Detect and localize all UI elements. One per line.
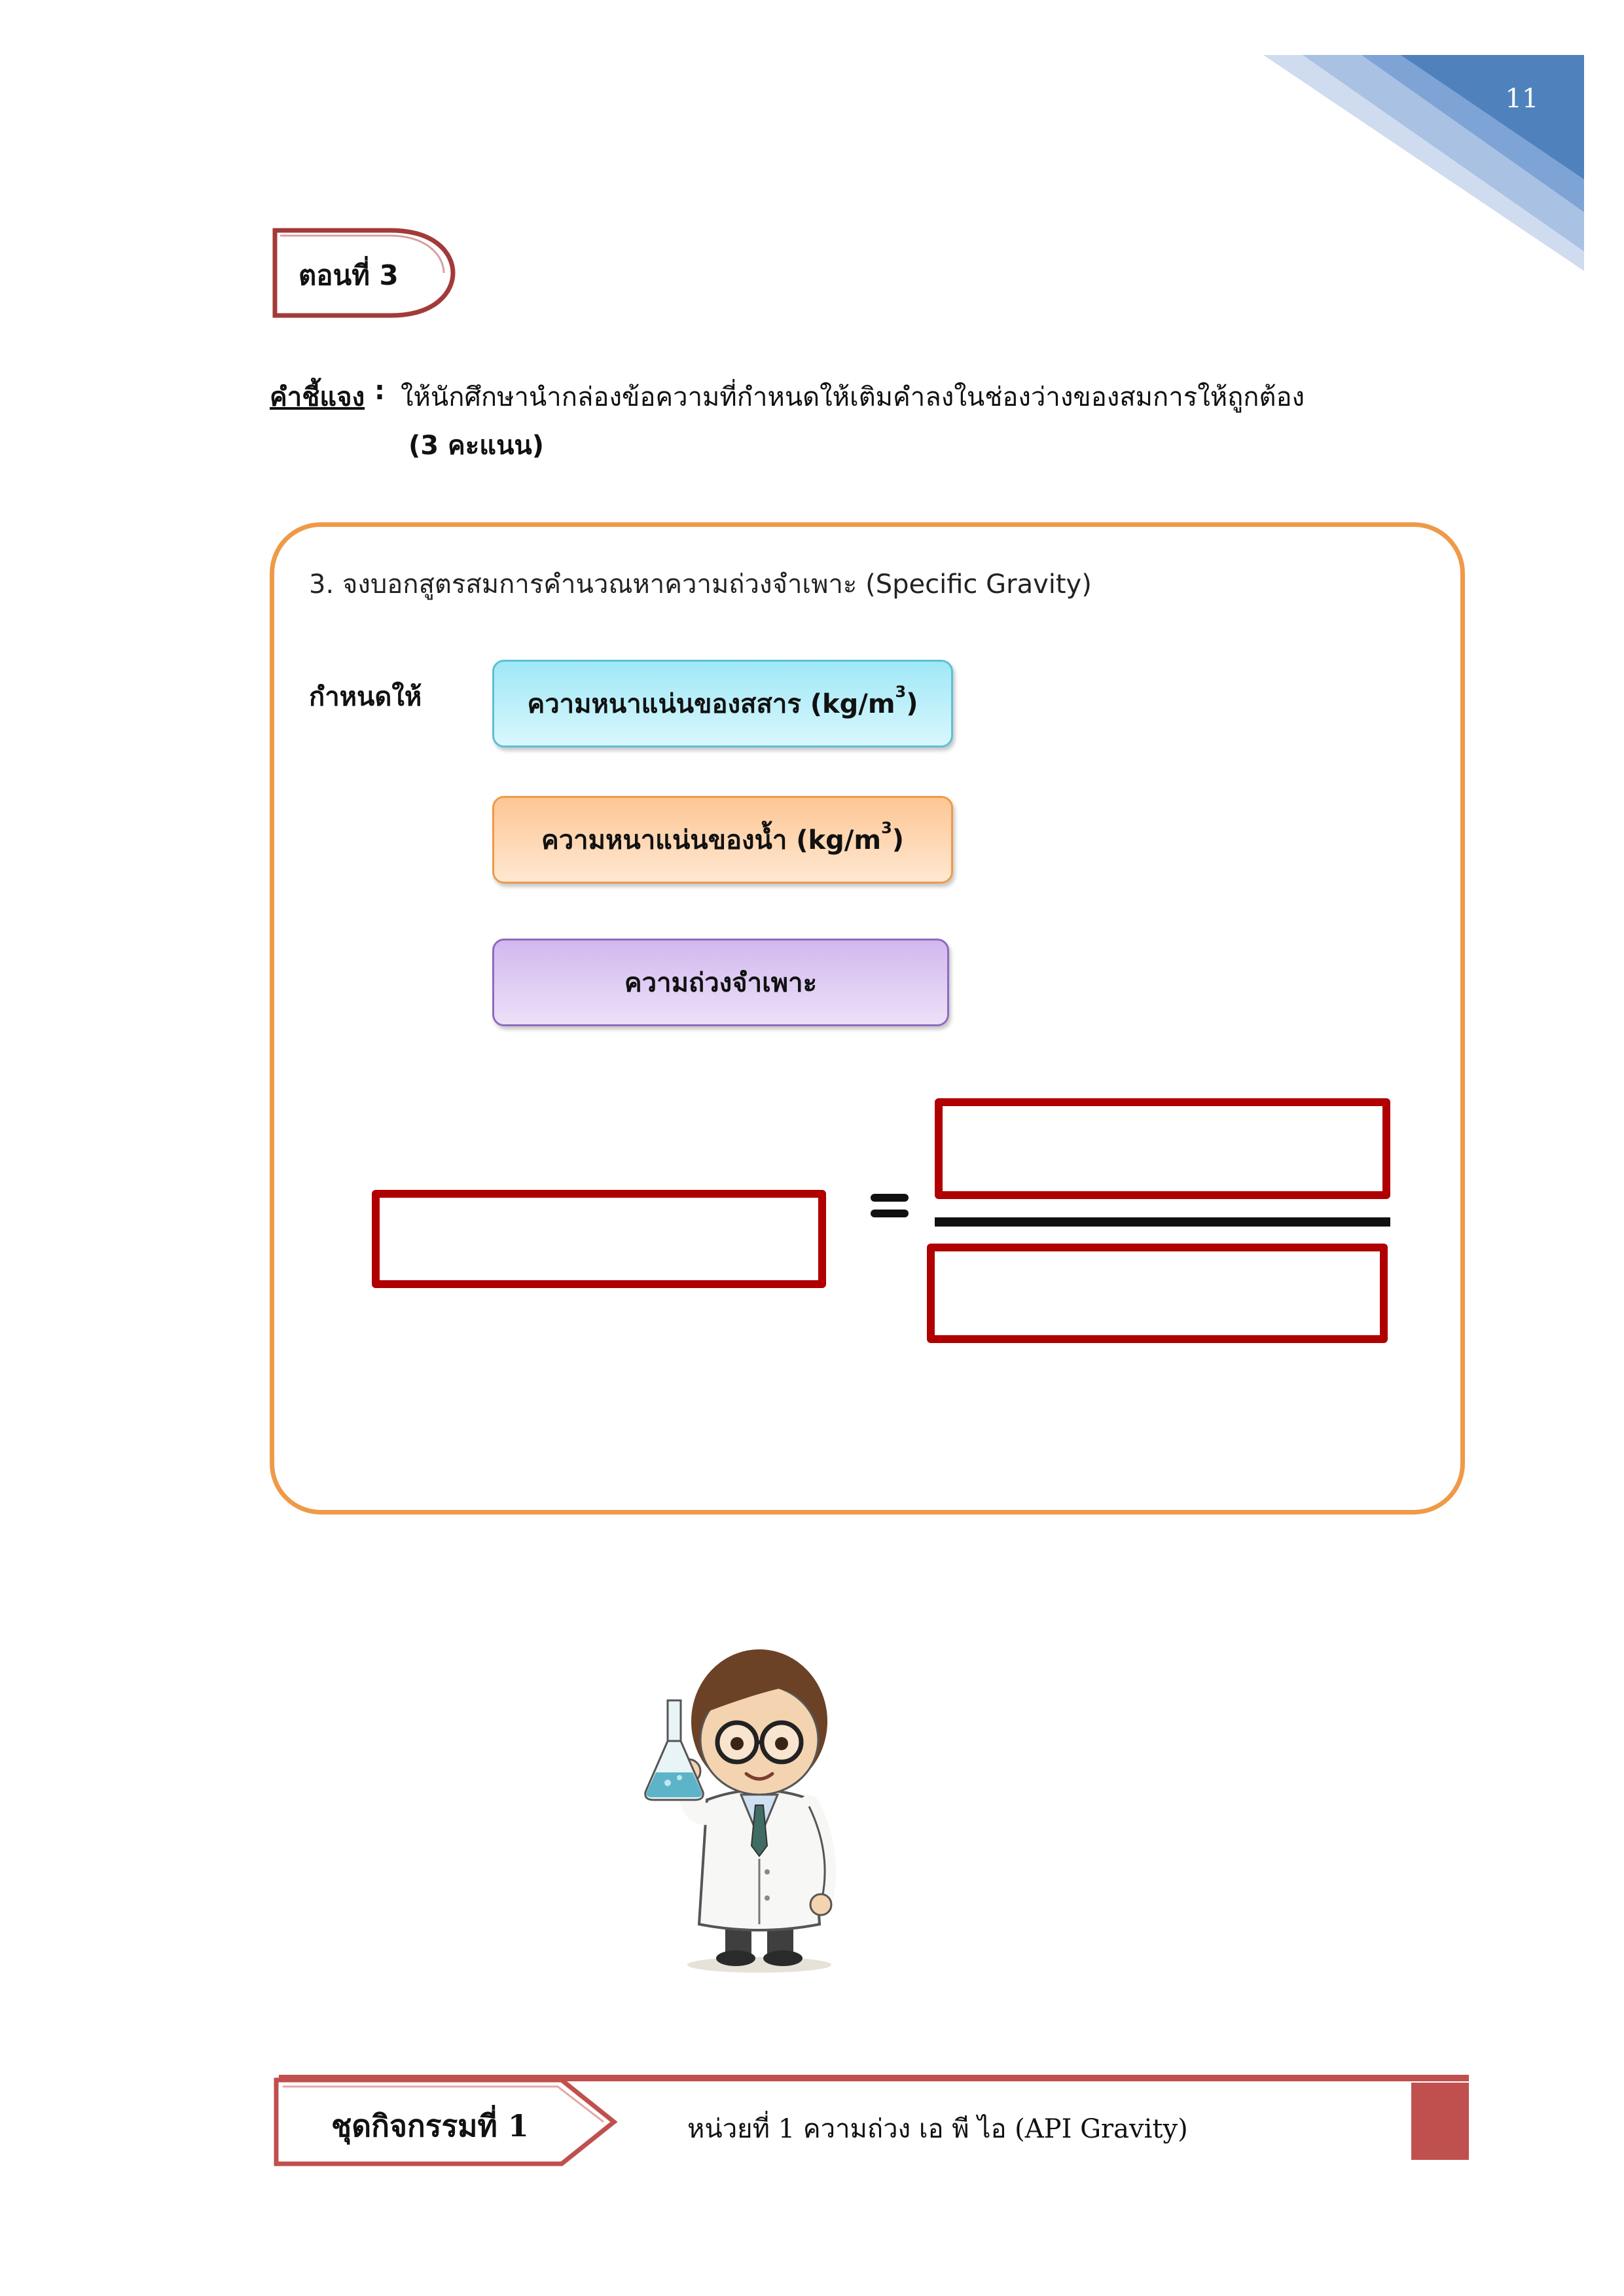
question-text: 3. จงบอกสูตรสมการคำนวณหาความถ่วงจำเพาะ (Specific Gravity) xyxy=(309,569,1092,600)
equals-sign xyxy=(869,1190,910,1223)
footer-unit: หน่วยที่ 1 ความถ่วง เอ พี ไอ (API Gravity) xyxy=(687,2114,1188,2144)
answer-blank-left[interactable] xyxy=(372,1190,826,1288)
scientist-illustration xyxy=(641,1623,864,1977)
option-suffix: ) xyxy=(906,689,918,719)
fraction-bar xyxy=(935,1217,1390,1227)
section-label: ตอนที่ 3 xyxy=(298,259,399,291)
instructions-colon: : xyxy=(374,376,385,406)
option-superscript: 3 xyxy=(881,819,892,837)
option-superscript: 3 xyxy=(895,683,907,701)
instructions-text: ให้นักศึกษานำกล่องข้อความที่กำหนดให้เติมคำลงในช่องว่างของสมการให้ถูกต้อง xyxy=(401,382,1305,412)
footer-title: ชุดกิจกรรมที่ 1 xyxy=(331,2108,529,2144)
footer-block xyxy=(1411,2083,1469,2160)
answer-blank-numerator[interactable] xyxy=(935,1098,1390,1199)
option-substance-density[interactable] xyxy=(492,660,953,747)
option-water-density[interactable] xyxy=(492,796,953,884)
option-label: ความถ่วงจำเพาะ xyxy=(624,968,818,998)
instructions-label: คำชี้แจง xyxy=(270,382,365,412)
page-number: 11 xyxy=(1505,84,1539,114)
option-suffix: ) xyxy=(892,825,905,855)
option-label: ความหนาแน่นของน้ำ (kg/m xyxy=(541,825,882,855)
given-label: กำหนดให้ xyxy=(309,682,422,712)
option-label: ความหนาแน่นของสสาร (kg/m xyxy=(527,689,895,719)
option-specific-gravity[interactable] xyxy=(492,939,949,1026)
answer-blank-denominator[interactable] xyxy=(927,1244,1388,1343)
instructions-score: (3 คะแนน) xyxy=(408,431,545,461)
